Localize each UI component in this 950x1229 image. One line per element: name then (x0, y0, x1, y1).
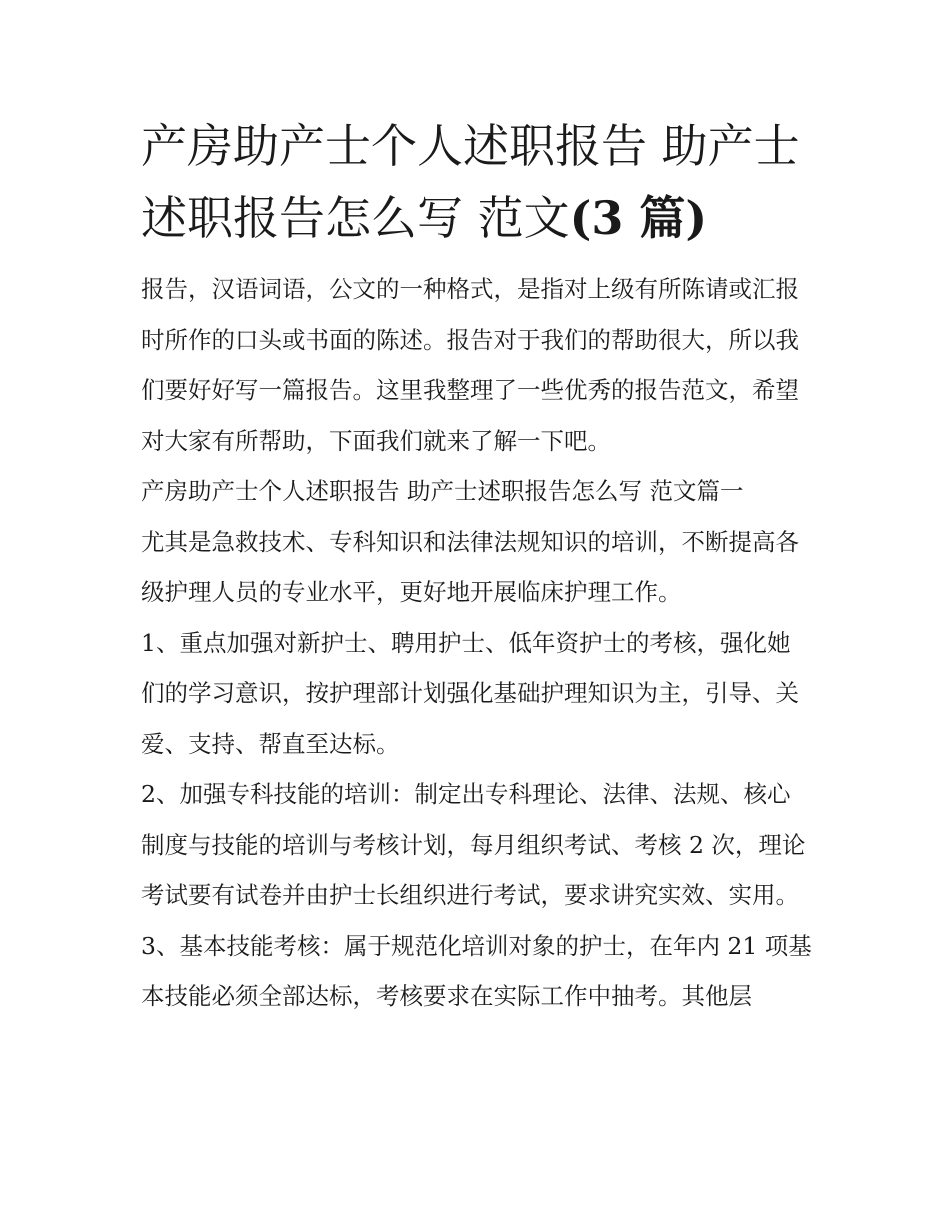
body-paragraph: 3、基本技能考核：属于规范化培训对象的护士，在年内 21 项基本技能必须全部达标，考核要求在实际工作中抽考。其他层 (141, 931, 812, 1010)
intro-paragraph: 报告，汉语词语，公文的一种格式，是指对上级有所陈请或汇报时所作的口头或书面的陈述。报告对于我们的帮助很大，所以我们要好好写一篇报告。这里我整理了一些优秀的报告范文，希望对大家有所帮助，下面我们就来了解一下吧。 (141, 275, 799, 455)
document-page (141, 110, 813, 1022)
title-lead: 产房助产士个人述职报告 助产士述职报告怎么写 范文 (141, 119, 800, 245)
body-paragraph: 1、重点加强对新护士、聘用护士、低年资护士的考核，强化她们的学习意识，按护理部计划强化基础护理知识为主，引导、关爱、支持、帮直至达标。 (141, 628, 799, 758)
body-paragraph: 尤其是急救技术、专科知识和法律法规知识的培训，不断提高各级护理人员的专业水平，更好地开展临床护理工作。 (141, 527, 799, 606)
section-heading: 产房助产士个人述职报告 助产士述职报告怎么写 范文篇一 (141, 477, 744, 505)
title-tail: (3 篇) (569, 191, 708, 245)
document-title (141, 110, 813, 254)
body-paragraph: 2、加强专科技能的培训：制定出专科理论、法律、法规、核心制度与技能的培训与考核计划，每月组织考试、考核 2 次，理论考试要有试卷并由护士长组织进行考试，要求讲究实效、实用。 (141, 780, 806, 909)
